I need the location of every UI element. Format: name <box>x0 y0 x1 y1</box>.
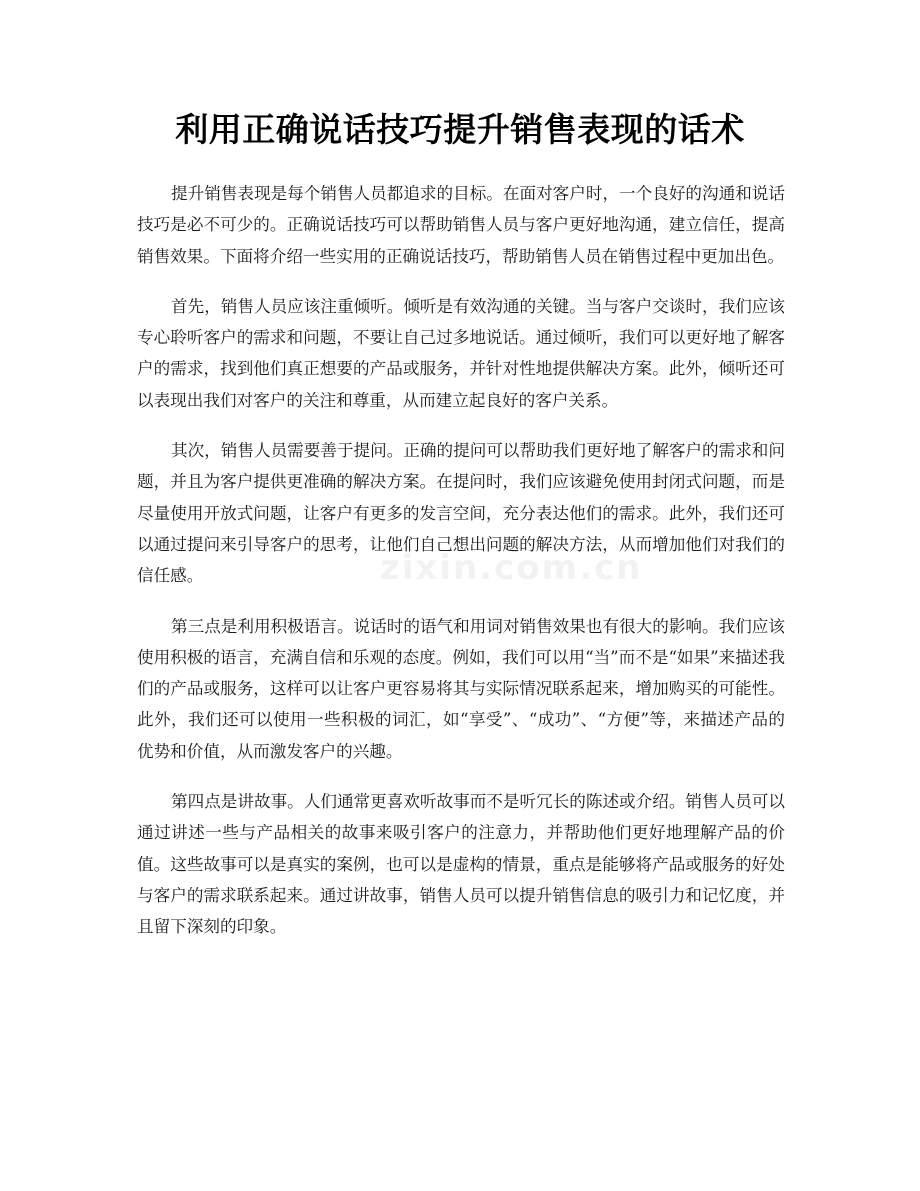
paragraph-listening: 首先，销售人员应该注重倾听。倾听是有效沟通的关键。当与客户交谈时，我们应该专心聆听客户的需求和问题，不要让自己过多地说话。通过倾听，我们可以更好地了解客户的需求，找到他们真正想要的产品或服务，并针对性地提供解决方案。此外，倾听还可以表现出我们对客户的关注和尊重，从而建立起良好的客户关系。 <box>137 296 785 410</box>
paragraph-intro: 提升销售表现是每个销售人员都追求的目标。在面对客户时，一个良好的沟通和说话技巧是必不可少的。正确说话技巧可以帮助销售人员与客户更好地沟通，建立信任，提高销售效果。下面将介绍一些实用的正确说话技巧，帮助销售人员在销售过程中更加出色。 <box>137 184 785 266</box>
document-body <box>137 178 785 962</box>
document-title: 利用正确说话技巧提升销售表现的话术 <box>175 110 745 149</box>
paragraph-questioning: 其次，销售人员需要善于提问。正确的提问可以帮助我们更好地了解客户的需求和问题，并且为客户提供更准确的解决方案。在提问时，我们应该避免使用封闭式问题，而是尽量使用开放式问题，让客户有更多的发言空间，充分表达他们的需求。此外，我们还可以通过提问来引导客户的思考，让他们自己想出问题的解决方法，从而增加他们对我们的信任感。 <box>137 441 785 586</box>
watermark: zixin.com.cn <box>380 548 643 588</box>
paragraph-storytelling: 第四点是讲故事。人们通常更喜欢听故事而不是听冗长的陈述或介绍。销售人员可以通过讲述一些与产品相关的故事来吸引客户的注意力，并帮助他们更好地理解产品的价值。这些故事可以是真实的案例，也可以是虚构的情景，重点是能够将产品或服务的好处与客户的需求联系起来。通过讲故事，销售人员可以提升销售信息的吸引力和记忆度，并且留下深刻的印象。 <box>137 792 785 937</box>
paragraph-positive-language: 第三点是利用积极语言。说话时的语气和用词对销售效果也有很大的影响。我们应该使用积极的语言，充满自信和乐观的态度。例如，我们可以用“当”而不是“如果”来描述我们的产品或服务，这样可以让客户更容易将其与实际情况联系起来，增加购买的可能性。此外，我们还可以使用一些积极的词汇，如“享受”、“成功”、“方便”等，来描述产品的优势和价值，从而激发客户的兴趣。 <box>137 616 785 761</box>
